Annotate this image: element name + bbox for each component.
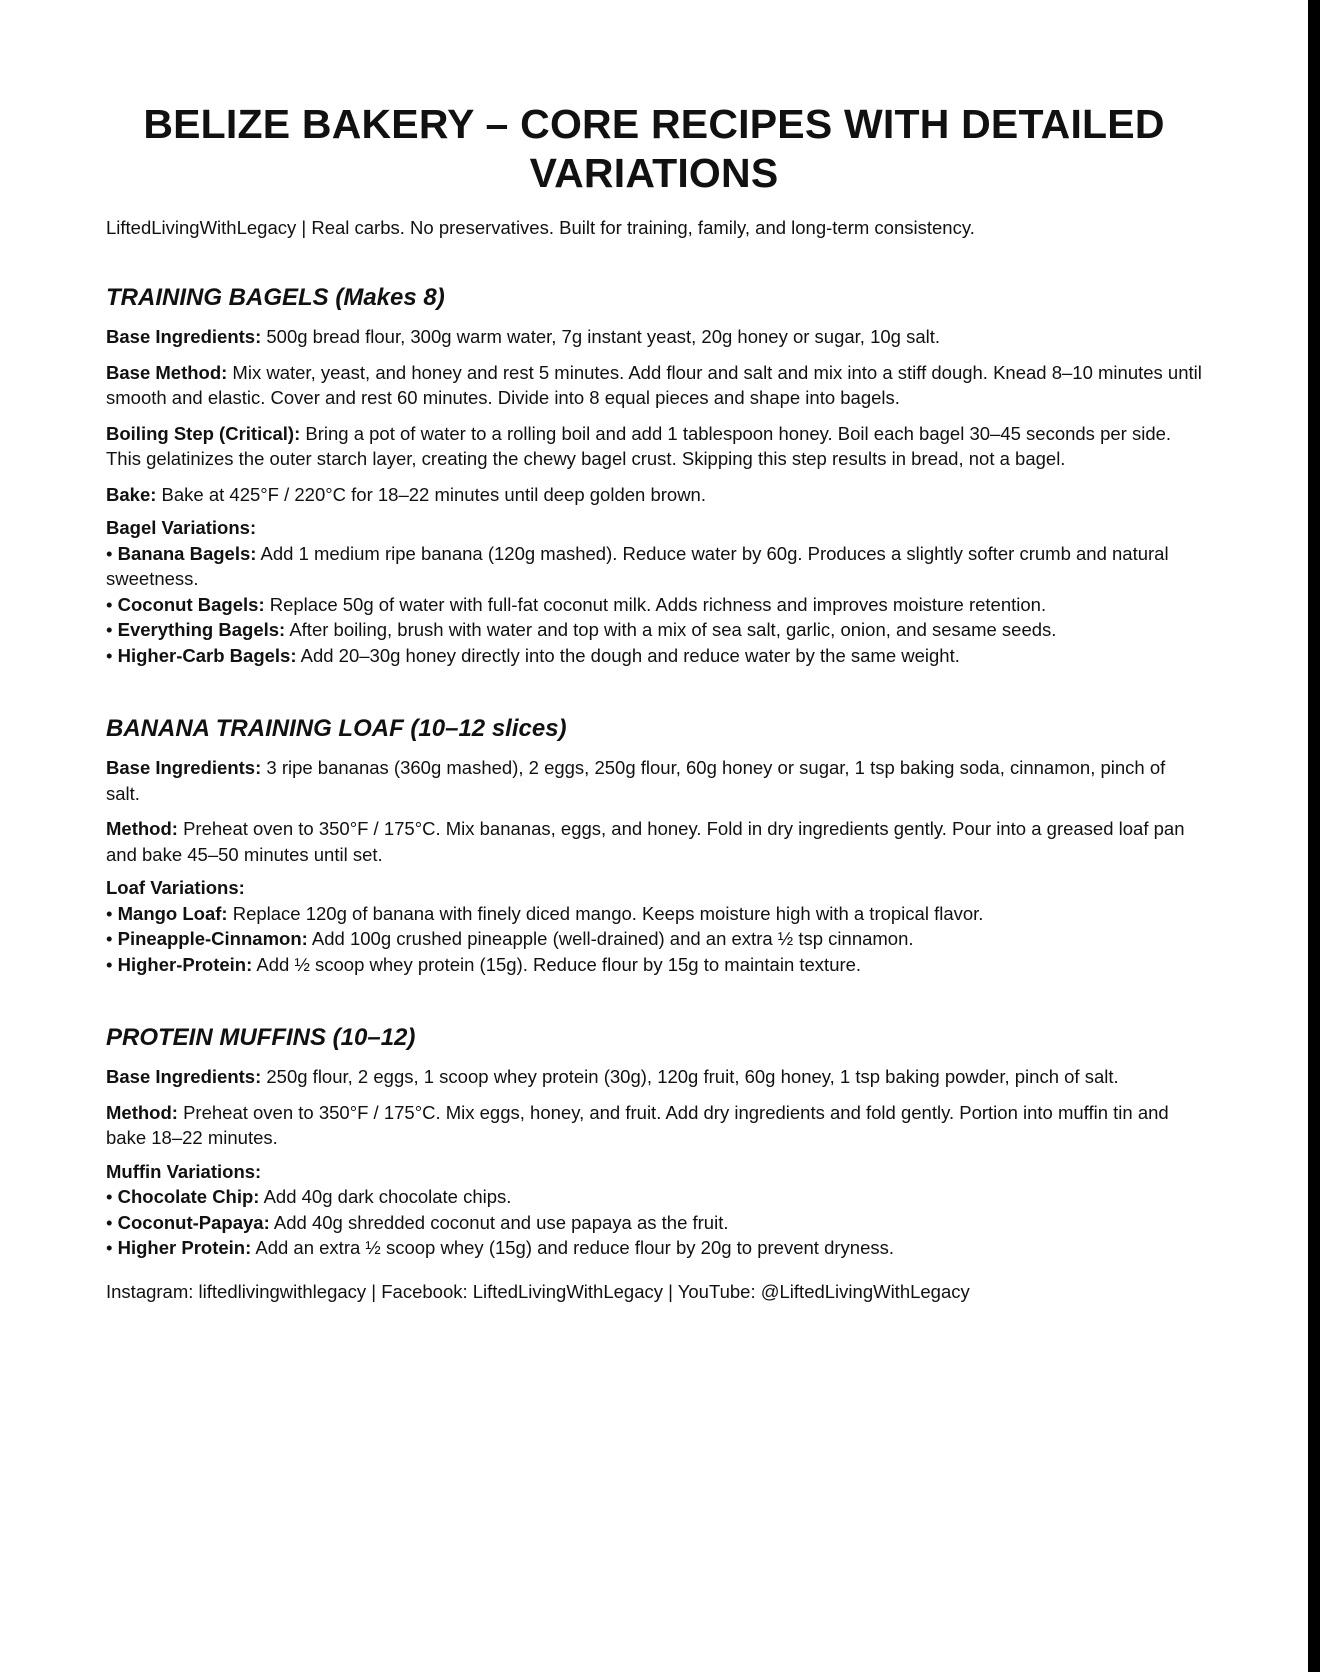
variation-label: Higher-Carb Bagels: <box>117 644 297 666</box>
bullet: • <box>106 953 113 975</box>
variation-item <box>106 952 1202 978</box>
variation-item <box>106 617 1202 643</box>
section-heading: PROTEIN MUFFINS (10–12) <box>106 1024 416 1051</box>
variation-label: Chocolate Chip: <box>117 1186 260 1207</box>
variation-item <box>106 592 1202 618</box>
variation-text: Replace 50g of water with full-fat coconut milk. Adds richness and improves moisture retention. <box>264 593 1047 615</box>
bullet: • <box>106 1237 113 1258</box>
variation-item <box>106 901 1202 927</box>
paragraph-text: Bake at 425°F / 220°C for 18–22 minutes until deep golden brown. <box>156 483 706 505</box>
bullet: • <box>106 644 113 666</box>
boiling-step-paragraph <box>106 421 1202 472</box>
paragraph-text: 500g bread flour, 300g warm water, 7g instant yeast, 20g honey or sugar, 10g salt. <box>261 326 941 347</box>
variation-item <box>106 1235 1202 1261</box>
variation-label: Everything Bagels: <box>117 619 286 640</box>
bullet: • <box>106 619 113 640</box>
variation-label: Higher-Protein: <box>117 953 253 975</box>
paragraph-label: Method: <box>106 1101 178 1123</box>
bake-paragraph <box>106 482 1202 508</box>
section-heading: BANANA TRAINING LOAF (10–12 slices) <box>106 715 567 742</box>
variation-label: Higher Protein: <box>117 1237 252 1258</box>
variation-text: Add an extra ½ scoop whey (15g) and reduce flour by 20g to prevent dryness. <box>251 1237 894 1258</box>
bullet: • <box>106 593 113 615</box>
bullet: • <box>106 902 113 924</box>
paragraph-label: Base Ingredients: <box>106 757 262 778</box>
paragraph-text: Mix water, yeast, and honey and rest 5 minutes. Add flour and salt and mix into a stiff dough. Knead 8–10 minutes until smooth and elastic. Cover and rest 60 minutes. Divide into 8 equal pieces and shape into bagels. <box>106 361 1202 408</box>
variation-item <box>106 643 1202 669</box>
variations-title: Muffin Variations: <box>106 1160 262 1182</box>
variations-title: Bagel Variations: <box>106 517 257 538</box>
variation-text: Add ½ scoop whey protein (15g). Reduce flour by 15g to maintain texture. <box>252 953 862 975</box>
variations-title: Loaf Variations: <box>106 877 245 898</box>
paragraph-label: Bake: <box>106 483 157 505</box>
section-heading: TRAINING BAGELS (Makes 8) <box>106 284 445 311</box>
paragraph-text: Preheat oven to 350°F / 175°C. Mix bananas, eggs, and honey. Fold in dry ingredients gently. Pour into a greased loaf pan and bake 45–50 minutes until set. <box>106 818 1185 865</box>
section-banana-training-loaf <box>106 714 1202 977</box>
variation-item <box>106 1184 1202 1210</box>
base-ingredients-paragraph <box>106 755 1202 806</box>
base-ingredients-paragraph <box>106 1064 1202 1090</box>
section-protein-muffins <box>106 1023 1202 1261</box>
variation-item <box>106 926 1202 952</box>
variation-text: Add 40g shredded coconut and use papaya as the fruit. <box>269 1211 729 1233</box>
paragraph-label: Base Ingredients: <box>106 1066 262 1087</box>
paragraph-label: Base Ingredients: <box>106 326 262 347</box>
paragraph-text: 250g flour, 2 eggs, 1 scoop whey protein (30g), 120g fruit, 60g honey, 1 tsp baking powder, pinch of salt. <box>261 1066 1119 1087</box>
variation-label: Banana Bagels: <box>117 542 257 564</box>
bullet: • <box>106 1186 113 1207</box>
paragraph-label: Method: <box>106 818 178 839</box>
variation-text: Add 20–30g honey directly into the dough and reduce water by the same weight. <box>296 644 960 666</box>
paragraph-label: Boiling Step (Critical): <box>106 422 301 444</box>
section-training-bagels <box>106 283 1202 668</box>
variations-list <box>106 901 1202 978</box>
bullet: • <box>106 542 113 564</box>
variation-label: Coconut Bagels: <box>117 593 265 615</box>
variation-text: Add 100g crushed pineapple (well-drained) and an extra ½ tsp cinnamon. <box>307 928 914 949</box>
paragraph-text: Preheat oven to 350°F / 175°C. Mix eggs, honey, and fruit. Add dry ingredients and fold gently. Portion into muffin tin and bake 18–22 minutes. <box>106 1101 1169 1148</box>
variation-item <box>106 1210 1202 1236</box>
variation-text: Replace 120g of banana with finely diced mango. Keeps moisture high with a tropical flavor. <box>227 902 984 924</box>
variation-text: Add 1 medium ripe banana (120g mashed). Reduce water by 60g. Produces a slightly softer crumb and natural sweetness. <box>106 542 1169 589</box>
variation-text: After boiling, brush with water and top with a mix of sea salt, garlic, onion, and sesame seeds. <box>285 619 1057 640</box>
paragraph-label: Base Method: <box>106 361 228 383</box>
method-paragraph <box>106 1100 1202 1151</box>
document-title: BELIZE BAKERY – CORE RECIPES WITH DETAILED VARIATIONS <box>143 101 1165 196</box>
variations-list <box>106 1184 1202 1261</box>
base-ingredients-paragraph <box>106 324 1202 350</box>
social-links-footer: Instagram: liftedlivingwithlegacy | Facebook: LiftedLivingWithLegacy | YouTube: @LiftedLivingWithLegacy <box>106 1280 970 1302</box>
bullet: • <box>106 1211 113 1233</box>
variation-label: Mango Loaf: <box>117 902 228 924</box>
variation-item <box>106 541 1202 592</box>
variation-text: Add 40g dark chocolate chips. <box>259 1186 512 1207</box>
tagline: LiftedLivingWithLegacy | Real carbs. No preservatives. Built for training, family, and long-term consistency. <box>106 217 975 238</box>
paragraph-text: 3 ripe bananas (360g mashed), 2 eggs, 250g flour, 60g honey or sugar, 1 tsp baking soda, cinnamon, pinch of salt. <box>106 757 1166 804</box>
variation-label: Pineapple-Cinnamon: <box>117 928 308 949</box>
variations-list <box>106 541 1202 669</box>
method-paragraph <box>106 816 1202 867</box>
bullet: • <box>106 928 113 949</box>
paragraph-text: Bring a pot of water to a rolling boil and add 1 tablespoon honey. Boil each bagel 30–45 seconds per side. This gelatinizes the outer starch layer, creating the chewy bagel crust. Skipping this step results in bread, not a bagel. <box>106 422 1172 469</box>
base-method-paragraph <box>106 360 1202 411</box>
variation-label: Coconut-Papaya: <box>117 1211 270 1233</box>
